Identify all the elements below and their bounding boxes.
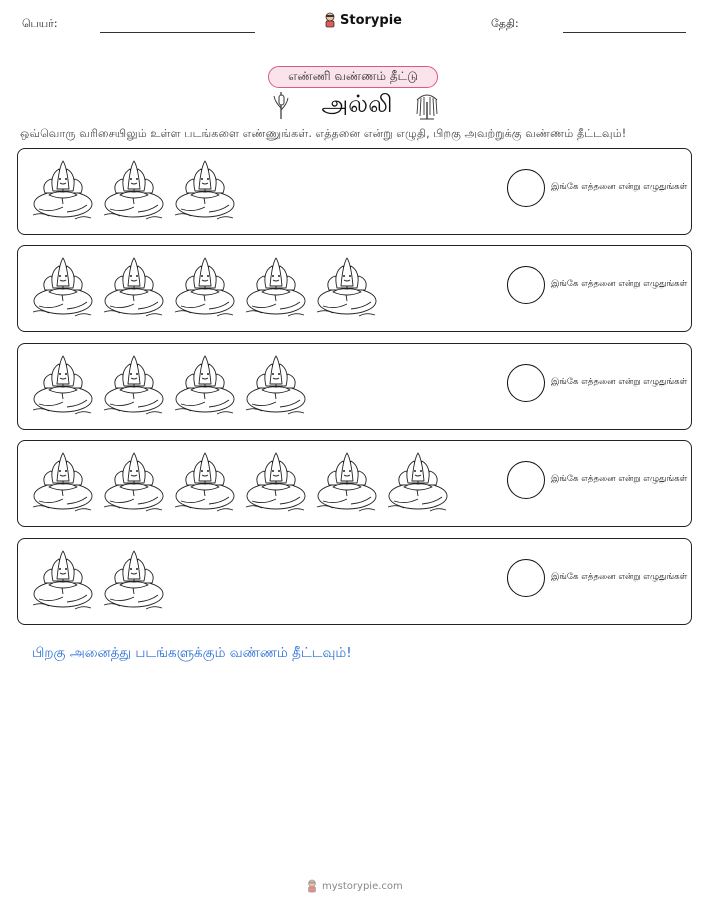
flower-group: [31, 547, 166, 613]
name-line[interactable]: [100, 32, 255, 33]
lotus-lily-pad-icon: [31, 352, 95, 418]
lotus-lily-pad-icon: [102, 547, 166, 613]
answer-prompt: இங்கே எத்தனை என்று எழுதுங்கள்: [551, 474, 688, 484]
flower-group: [31, 254, 379, 320]
date-label: தேதி:: [491, 17, 519, 30]
answer-circle[interactable]: [507, 169, 545, 207]
lotus-lily-pad-icon: [315, 449, 379, 515]
answer-circle[interactable]: [507, 364, 545, 402]
lotus-lily-pad-icon: [244, 352, 308, 418]
lotus-lily-pad-icon: [31, 547, 95, 613]
closing-message: பிறகு அனைத்து படங்களுக்கும் வண்ணம் தீட்டவும்!: [32, 645, 352, 661]
lotus-lily-pad-icon: [31, 254, 95, 320]
storypie-logo-icon: [306, 879, 318, 893]
date-line[interactable]: [563, 32, 686, 33]
count-row-1: [17, 148, 692, 235]
lotus-lily-pad-icon: [102, 449, 166, 515]
lotus-lily-pad-icon: [244, 254, 308, 320]
lotus-lily-pad-icon: [102, 157, 166, 223]
count-row-2: [17, 245, 692, 332]
worksheet-type-badge: எண்ணி வண்ணம் தீட்டு: [268, 66, 438, 88]
footer-url[interactable]: mystorypie.com: [322, 880, 403, 892]
answer-prompt: இங்கே எத்தனை என்று எழுதுங்கள்: [551, 182, 688, 192]
name-label: பெயர்:: [22, 17, 58, 30]
lotus-lily-pad-icon: [173, 449, 237, 515]
answer-circle[interactable]: [507, 559, 545, 597]
flower-group: [31, 352, 308, 418]
answer-circle[interactable]: [507, 461, 545, 499]
lotus-lily-pad-icon: [386, 449, 450, 515]
brand-name: Storypie: [340, 12, 402, 28]
lotus-lily-pad-icon: [102, 254, 166, 320]
flower-group: [31, 157, 237, 223]
lotus-lily-pad-icon: [315, 254, 379, 320]
count-row-3: [17, 343, 692, 430]
answer-circle[interactable]: [507, 266, 545, 304]
willow-tree-icon: [412, 92, 442, 120]
answer-prompt: இங்கே எத்தனை என்று எழுதுங்கள்: [551, 572, 688, 582]
footer-brand: [306, 879, 403, 893]
page-title: அல்லி: [321, 90, 393, 118]
instructions: ஒவ்வொரு வரிசையிலும் உள்ள படங்களை எண்ணுங்கள். எத்தனை என்று எழுதி, பிறகு அவற்றுக்கு வண்ணம் தீட்டவும்!: [20, 127, 627, 140]
lotus-lily-pad-icon: [244, 449, 308, 515]
answer-prompt: இங்கே எத்தனை என்று எழுதுங்கள்: [551, 377, 688, 387]
lotus-lily-pad-icon: [173, 352, 237, 418]
count-row-5: [17, 538, 692, 625]
flower-group: [31, 449, 450, 515]
brand-header: [323, 12, 402, 28]
answer-prompt: இங்கே எத்தனை என்று எழுதுங்கள்: [551, 279, 688, 289]
lotus-lily-pad-icon: [31, 157, 95, 223]
storypie-logo-icon: [323, 12, 337, 28]
lotus-lily-pad-icon: [173, 157, 237, 223]
lotus-lily-pad-icon: [31, 449, 95, 515]
lotus-lily-pad-icon: [102, 352, 166, 418]
count-row-4: [17, 440, 692, 527]
cattail-icon: [272, 90, 290, 120]
lotus-lily-pad-icon: [173, 254, 237, 320]
